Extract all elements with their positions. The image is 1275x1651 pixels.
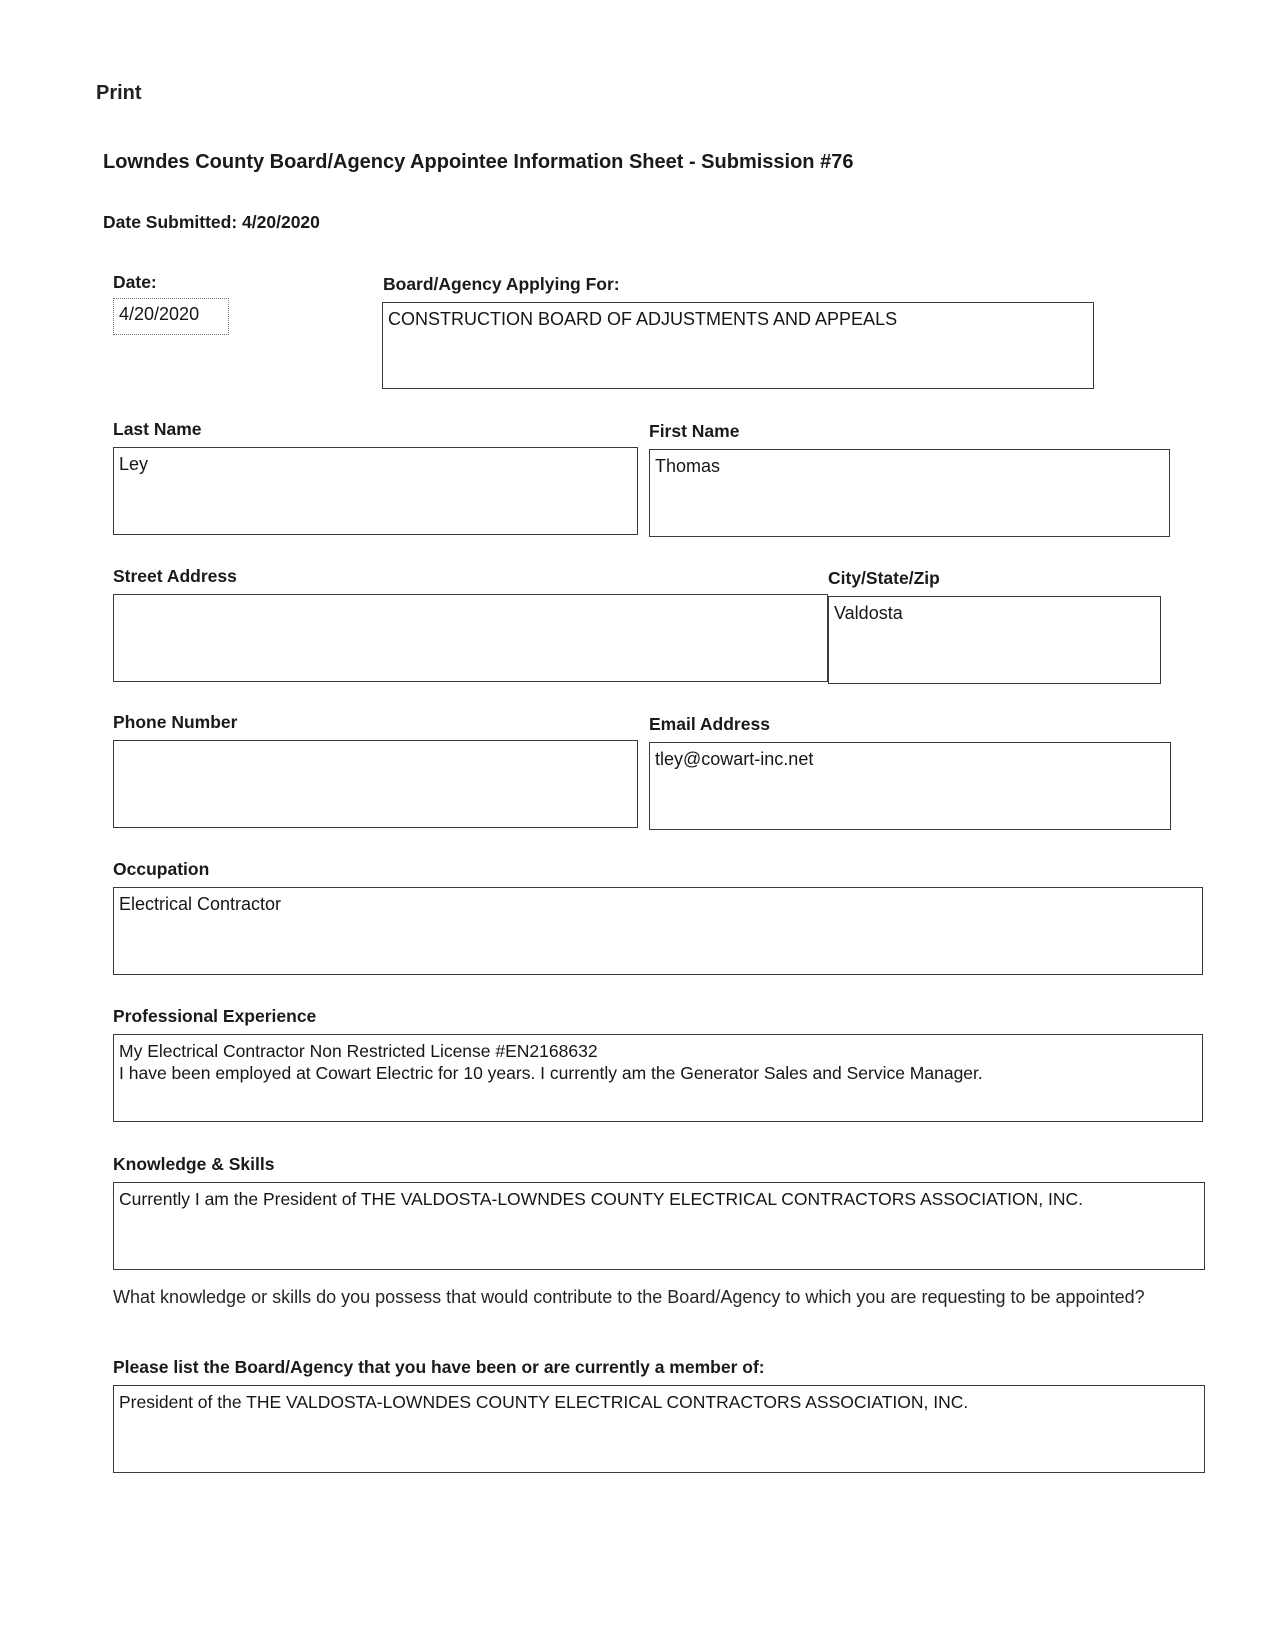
page-title: Lowndes County Board/Agency Appointee Information Sheet - Submission #76: [103, 151, 854, 173]
knowledge-skills-label: Knowledge & Skills: [113, 1154, 275, 1174]
knowledge-skills-field[interactable]: Currently I am the President of THE VALDOSTA-LOWNDES COUNTY ELECTRICAL CONTRACTORS ASSOCIATION, INC.: [113, 1182, 1205, 1270]
board-label: Board/Agency Applying For:: [383, 274, 620, 294]
professional-experience-label: Professional Experience: [113, 1006, 317, 1026]
memberships-field[interactable]: President of the THE VALDOSTA-LOWNDES COUNTY ELECTRICAL CONTRACTORS ASSOCIATION, INC.: [113, 1385, 1205, 1473]
email-address-label: Email Address: [649, 714, 770, 734]
last-name-label: Last Name: [113, 419, 202, 439]
knowledge-skills-help-text: What knowledge or skills do you possess that would contribute to the Board/Agency to which you are requesting to be appointed?: [113, 1287, 1145, 1307]
phone-number-field[interactable]: [113, 740, 638, 828]
occupation-field[interactable]: Electrical Contractor: [113, 887, 1203, 975]
city-state-zip-label: City/State/Zip: [828, 568, 940, 588]
street-address-label: Street Address: [113, 566, 237, 586]
occupation-label: Occupation: [113, 859, 210, 879]
date-field[interactable]: 4/20/2020: [113, 298, 229, 335]
first-name-field[interactable]: Thomas: [649, 449, 1170, 537]
date-submitted: Date Submitted: 4/20/2020: [103, 212, 320, 232]
date-label: Date:: [113, 272, 157, 292]
last-name-field[interactable]: Ley: [113, 447, 638, 535]
city-state-zip-field[interactable]: Valdosta: [828, 596, 1161, 684]
print-link[interactable]: Print: [96, 82, 142, 104]
phone-number-label: Phone Number: [113, 712, 238, 732]
board-field[interactable]: CONSTRUCTION BOARD OF ADJUSTMENTS AND APPEALS: [382, 302, 1094, 389]
street-address-field[interactable]: [113, 594, 828, 682]
professional-experience-field[interactable]: My Electrical Contractor Non Restricted License #EN2168632 I have been employed at Cowart Electric for 10 years. I currently am the Generator Sales and Service Manager.: [113, 1034, 1203, 1122]
email-address-field[interactable]: tley@cowart-inc.net: [649, 742, 1171, 830]
first-name-label: First Name: [649, 421, 740, 441]
memberships-label: Please list the Board/Agency that you have been or are currently a member of:: [113, 1357, 765, 1377]
